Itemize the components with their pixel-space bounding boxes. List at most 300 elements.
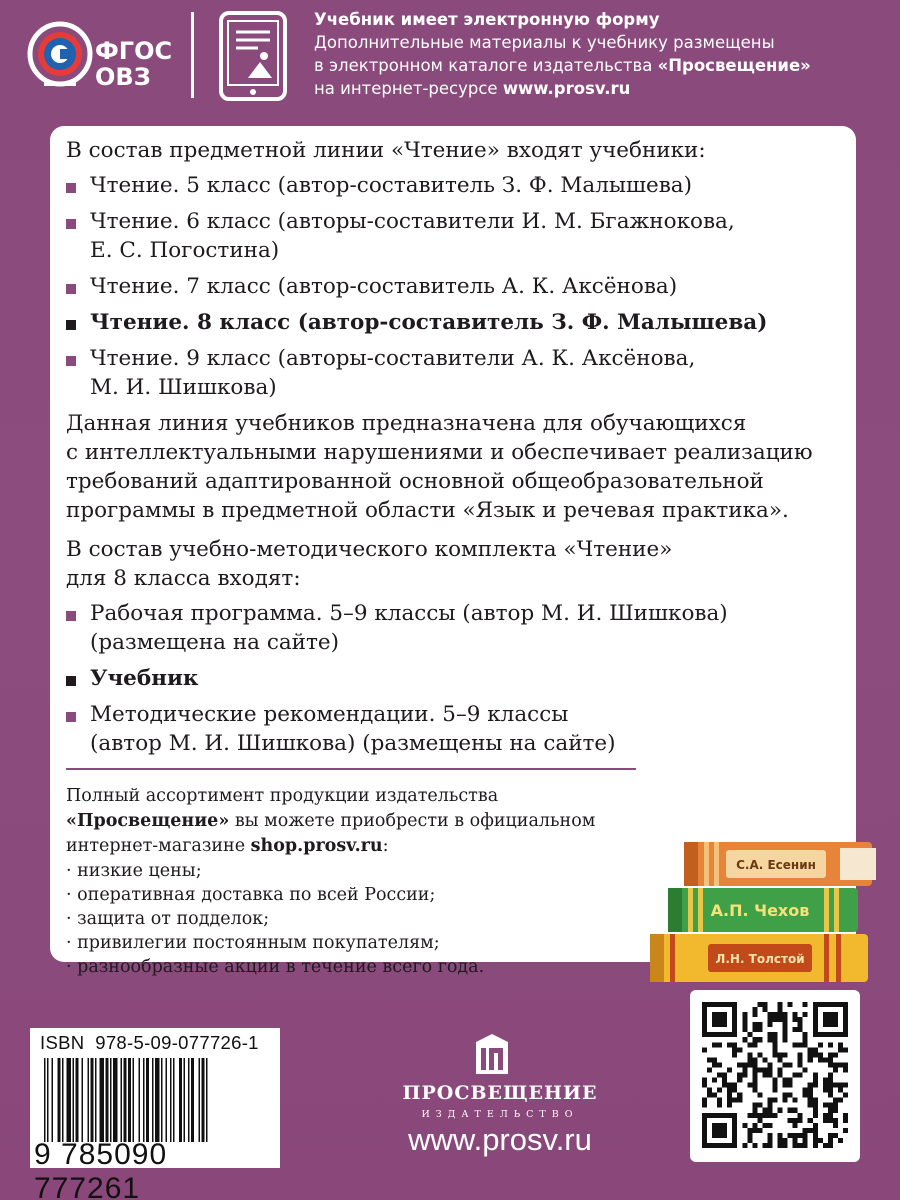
qr-module [798,1143,803,1148]
shop-line-text: вы можете приобрести в официальном [229,811,596,831]
qr-module [813,1123,818,1128]
qr-module [717,1032,722,1037]
square-bullet-icon [66,356,76,366]
qr-module [717,1113,722,1118]
qr-module [727,1088,732,1093]
qr-module [833,1062,838,1067]
isbn-barcode [30,1028,280,1200]
qr-module [783,1062,788,1067]
barcode-bar [152,1058,154,1142]
qr-module [828,1083,833,1088]
qr-module [707,1088,712,1093]
qr-module [772,1088,777,1093]
qr-module [783,1078,788,1083]
qr-module [732,1143,737,1148]
qr-module [762,1072,767,1077]
qr-module [737,1078,742,1083]
qr-module [717,1022,722,1027]
shop-link[interactable]: shop.prosv.ru [250,836,383,856]
qr-module [722,1083,727,1088]
qr-module [727,1093,732,1098]
qr-module [767,1113,772,1118]
qr-module [702,1118,707,1123]
qr-module [742,1067,747,1072]
qr-module [808,1057,813,1062]
qr-module [717,1133,722,1138]
qr-module [838,1083,843,1088]
barcode-bar [188,1058,190,1142]
qr-module [712,1093,717,1098]
kit-item-text: Рабочая программа. 5–9 классы (автор М. И. Шишкова) [90,601,728,626]
qr-module [712,1123,717,1128]
tablet-icon [218,10,288,102]
qr-module [702,1032,707,1037]
description-line: требований адаптированной основной общеобразовательной [66,469,764,494]
qr-module [828,1113,833,1118]
qr-module [803,1032,808,1037]
qr-module [767,1062,772,1067]
qr-module [722,1002,727,1007]
qr-module [828,1052,833,1057]
qr-module [757,1118,762,1123]
book-item [66,344,846,402]
qr-module [727,1032,732,1037]
book-top-label: С.А. Есенин [736,858,816,872]
barcode-bar [170,1058,172,1142]
qr-module [732,1138,737,1143]
square-bullet-icon [66,284,76,294]
qr-module [722,1113,727,1118]
prosveshchenie-logo-icon [472,1032,512,1076]
qr-module [747,1128,752,1133]
qr-module [762,1057,767,1062]
qr-module [712,1128,717,1133]
qr-module [712,1042,717,1047]
qr-module [838,1138,843,1143]
qr-module [838,1062,843,1067]
qr-module [742,1123,747,1128]
qr-module [722,1143,727,1148]
barcode-bar [191,1058,194,1142]
qr-module [702,1143,707,1148]
barcode-bar [166,1058,168,1142]
info-line-4-text: на интернет-ресурсе [314,79,503,98]
qr-module [793,1108,798,1113]
book-item [66,272,846,301]
qr-module [752,1062,757,1067]
qr-module [732,1113,737,1118]
qr-module [757,1002,762,1007]
qr-module [823,1022,828,1027]
qr-module [813,1007,818,1012]
qr-module [737,1098,742,1103]
qr-module [778,1057,783,1062]
qr-module [732,1042,737,1047]
qr-module [767,1022,772,1027]
qr-module [757,1103,762,1108]
barcode-bar [146,1058,149,1142]
qr-module [767,1103,772,1108]
qr-module [712,1113,717,1118]
qr-module [747,1113,752,1118]
qr-module [747,1133,752,1138]
qr-module [818,1138,823,1143]
qr-module [752,1042,757,1047]
qr-module [727,1113,732,1118]
qr-module [778,1072,783,1077]
qr-module [823,1088,828,1093]
qr-module [767,1098,772,1103]
kit-intro-line: В состав учебно-методического комплекта «Чтение» [66,537,673,562]
qr-module [803,1002,808,1007]
section-divider [66,768,636,770]
qr-module [702,1138,707,1143]
qr-module [712,1002,717,1007]
qr-module [843,1002,848,1007]
fgos-label [95,38,172,90]
qr-module [732,1083,737,1088]
kit-item [66,599,846,657]
barcode-bar [184,1058,186,1142]
qr-module [717,1143,722,1148]
qr-module [722,1133,727,1138]
qr-module [752,1123,757,1128]
qr-module [803,1067,808,1072]
qr-module [788,1078,793,1083]
qr-module [767,1108,772,1113]
info-line-3-text: в электронном каталоге издательства [314,56,658,75]
qr-module [702,1083,707,1088]
qr-module [762,1002,767,1007]
fgos-line1: ФГОС [95,37,173,65]
qr-module [838,1002,843,1007]
qr-module [742,1017,747,1022]
electronic-form-title: Учебник имеет электронную форму [314,10,660,29]
qr-module [722,1017,727,1022]
kit-item-text: Учебник [90,666,199,691]
qr-module [843,1007,848,1012]
qr-module [843,1047,848,1052]
qr-module [838,1042,843,1047]
barcode-bar [100,1058,105,1142]
barcode-bar [110,1058,112,1142]
kit-item-current [66,664,846,693]
qr-module [838,1047,843,1052]
qr-module [752,1022,757,1027]
qr-module [717,1128,722,1133]
qr-module [712,1062,717,1067]
qr-module [813,1098,818,1103]
qr-module [788,1133,793,1138]
qr-module [843,1067,848,1072]
kit-item-text: Методические рекомендации. 5–9 классы [90,702,569,727]
barcode-bar [67,1058,72,1142]
book-top [684,842,876,886]
qr-module [828,1108,833,1113]
qr-module [783,1017,788,1022]
qr-module [833,1133,838,1138]
qr-module [828,1032,833,1037]
qr-module [747,1083,752,1088]
barcode-bar [95,1058,97,1142]
qr-module [767,1123,772,1128]
book-title: Чтение. 8 класс (автор-составитель З. Ф. Малышева) [90,310,768,335]
qr-module [783,1093,788,1098]
barcode-bar [62,1058,64,1142]
qr-module [742,1072,747,1077]
qr-module [717,1012,722,1017]
publisher-subtitle: ИЗДАТЕЛЬСТВО [421,1109,579,1120]
qr-module [712,1057,717,1062]
qr-module [828,1022,833,1027]
qr-module [843,1118,848,1123]
qr-module [813,1017,818,1022]
qr-module [712,1017,717,1022]
qr-module [793,1118,798,1123]
book-item [66,171,846,200]
qr-module [707,1143,712,1148]
qr-module [702,1123,707,1128]
qr-module [783,1012,788,1017]
qr-module [767,1072,772,1077]
qr-module [828,1133,833,1138]
qr-module [707,1057,712,1062]
qr-module [793,1123,798,1128]
publisher-name-inline: «Просвещение» [657,56,811,75]
qr-module [788,1002,793,1007]
qr-module [732,1012,737,1017]
qr-module [833,1022,838,1027]
book-title: Чтение. 7 класс (автор-составитель А. К. Аксёнова) [90,274,678,299]
qr-module [813,1108,818,1113]
qr-module [752,1007,757,1012]
kit-item-text-cont: (размещена на сайте) [90,630,340,655]
qr-module [747,1138,752,1143]
qr-module [843,1128,848,1133]
qr-module [747,1057,752,1062]
qr-module [788,1062,793,1067]
qr-module [757,1037,762,1042]
qr-module [772,1012,777,1017]
qr-module [772,1017,777,1022]
qr-module [717,1062,722,1067]
qr-module [717,1088,722,1093]
qr-module [752,1128,757,1133]
qr-module [808,1088,813,1093]
qr-module [717,1002,722,1007]
qr-module [717,1042,722,1047]
qr-module [798,1062,803,1067]
qr-module [707,1113,712,1118]
qr-module [727,1103,732,1108]
barcode-bar [113,1058,118,1142]
qr-module [833,1103,838,1108]
qr-module [712,1133,717,1138]
qr-module [843,1017,848,1022]
qr-module [732,1052,737,1057]
square-bullet-icon [66,611,76,621]
qr-module [813,1103,818,1108]
qr-module [702,1017,707,1022]
qr-module [722,1072,727,1077]
qr-module [828,1012,833,1017]
qr-module [783,1032,788,1037]
qr-module [712,1078,717,1083]
qr-module [838,1098,843,1103]
book-title-cont: Е. С. Погостина) [90,238,280,263]
qr-module [717,1103,722,1108]
qr-module [752,1057,757,1062]
qr-module [813,1022,818,1027]
qr-module [767,1032,772,1037]
qr-module [833,1002,838,1007]
qr-module [788,1108,793,1113]
qr-module [762,1108,767,1113]
qr-module [742,1022,747,1027]
book-title-cont: М. И. Шишкова) [90,375,277,400]
qr-module [702,1128,707,1133]
series-intro: В состав предметной линии «Чтение» входят учебники: [66,138,706,163]
qr-module [752,1113,757,1118]
qr-module [757,1027,762,1032]
barcode-bar [124,1058,127,1142]
book-title: Чтение. 6 класс (авторы-составители И. М. Бгажнокова, [90,209,735,234]
qr-module [712,1143,717,1148]
qr-module [843,1022,848,1027]
qr-module [783,1037,788,1042]
qr-module [833,1032,838,1037]
qr-module [833,1098,838,1103]
qr-module [793,1072,798,1077]
qr-module [762,1067,767,1072]
qr-module [833,1067,838,1072]
qr-module [772,1113,777,1118]
qr-module [778,1067,783,1072]
qr-module [833,1012,838,1017]
qr-module [752,1083,757,1088]
qr-module [793,1042,798,1047]
qr-module [813,1143,818,1148]
qr-module [732,1098,737,1103]
qr-module [813,1052,818,1057]
qr-module [702,1113,707,1118]
qr-module [752,1012,757,1017]
qr-module [783,1143,788,1148]
description-line: с интеллектуальными нарушениями и обеспечивает реализацию [66,440,813,465]
qr-module [767,1133,772,1138]
barcode-bar [44,1058,46,1142]
qr-module [742,1012,747,1017]
qr-module [803,1012,808,1017]
qr-module [772,1083,777,1088]
qr-module [722,1022,727,1027]
qr-module [808,1098,813,1103]
qr-module [823,1083,828,1088]
qr-module [823,1012,828,1017]
qr-module [762,1007,767,1012]
qr-module [727,1042,732,1047]
qr-module [823,1103,828,1108]
qr-module [707,1002,712,1007]
publisher-url[interactable]: www.prosv.ru [408,1122,592,1157]
qr-module [798,1022,803,1027]
qr-module [732,1088,737,1093]
qr-module [783,1052,788,1057]
qr-module [712,1012,717,1017]
qr-module [727,1143,732,1148]
barcode-bar [143,1058,145,1142]
qr-module [722,1078,727,1083]
square-bullet-icon [66,676,76,686]
barcode-bar [139,1058,141,1142]
barcode-bar [128,1058,131,1142]
qr-module [757,1067,762,1072]
qr-module [833,1083,838,1088]
qr-code-icon[interactable] [702,1000,848,1150]
books-stack-illustration [644,836,884,986]
qr-module [808,1083,813,1088]
qr-module [732,1017,737,1022]
barcode-bar [73,1058,75,1142]
qr-module [828,1138,833,1143]
qr-module [798,1017,803,1022]
qr-module [808,1128,813,1133]
benefit-item: · разнообразные акции в течение всего года. [66,957,485,977]
qr-module [828,1103,833,1108]
barcode-icon [42,1058,276,1142]
qr-module [813,1128,818,1133]
publisher-block [380,1032,620,1172]
description-line: программы в предметной области «Язык и речевая практика». [66,498,789,523]
qr-module [783,1098,788,1103]
book-middle [668,888,858,932]
qr-module [702,1007,707,1012]
info-line-4 [314,77,811,100]
qr-module [778,1052,783,1057]
qr-module [767,1143,772,1148]
qr-module [752,1103,757,1108]
qr-module [803,1093,808,1098]
book-item-current [66,308,846,337]
kit-item [66,700,846,758]
barcode-digits: 9 785090 777261 [34,1138,168,1200]
qr-module [772,1032,777,1037]
qr-module [772,1078,777,1083]
qr-module [732,1123,737,1128]
qr-code-frame [690,990,860,1162]
qr-module [747,1062,752,1067]
qr-module [828,1093,833,1098]
shop-line [66,809,846,834]
series-description [66,409,846,525]
qr-module [772,1037,777,1042]
qr-module [813,1032,818,1037]
qr-module [828,1062,833,1067]
qr-module [722,1032,727,1037]
barcode-bar [82,1058,84,1142]
qr-module [833,1052,838,1057]
qr-module [707,1067,712,1072]
qr-module [747,1042,752,1047]
qr-module [742,1037,747,1042]
website-link[interactable]: www.prosv.ru [502,79,631,98]
barcode-bar [202,1058,205,1142]
benefit-item: · оперативная доставка по всей России; [66,885,436,905]
qr-module [717,1017,722,1022]
qr-module [722,1012,727,1017]
isbn-label: ISBN 978-5-09-077726-1 [40,1032,259,1053]
qr-module [742,1062,747,1067]
